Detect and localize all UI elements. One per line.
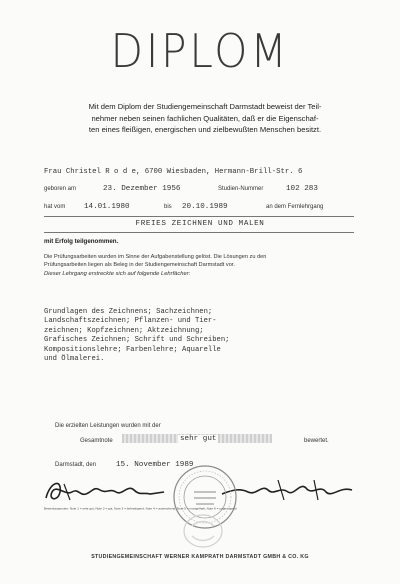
grade-value: sehr gut [180, 435, 217, 443]
grading-scale: Bewertungsnoten: Note 1 = sehr gut, Note 2 = gut, Note 3 = befriedigend, Note 4 = ausreichend, Note 5 = mangelhaft, Note 6 = ungenügend [44, 507, 237, 511]
issue-date: 15. November 1989 [116, 461, 194, 469]
watermark-seal [180, 512, 226, 550]
course-name: FREIES ZEICHNEN UND MALEN [135, 220, 265, 228]
diploma-title: DIPLOM [110, 24, 290, 78]
to-date: 20.10.1989 [182, 203, 228, 211]
issuer-footer: STUDIENGEMEINSCHAFT WERNER KAMPRATH DARMSTADT GMBH & CO. KG [91, 554, 309, 560]
intro-line: nehmer neben seinen fachlichen Qualitäten, daß er die Eigenschaf- [91, 113, 319, 123]
subject-line: Kompositionslehre; Farbenlehre; Aquarelle [44, 345, 221, 354]
results-label: Die erzielten Leistungen wurden mit der [55, 423, 161, 429]
born-label: geboren am [44, 186, 77, 192]
exam-line: Die Prüfungsarbeiten wurden im Sinne der Aufgabenstellung gelöst. Die Lösungen zu den [44, 254, 267, 260]
signature-left [40, 474, 170, 506]
recipient-name-address: Frau Christel R o d e, 6700 Wiesbaden, Hermann-Brill-Str. 6 [44, 168, 303, 176]
subjects-list [44, 308, 229, 364]
student-number-label: Studien-Nummer [218, 186, 264, 192]
course-rule-top [44, 216, 354, 217]
exam-line: Prüfungsarbeiten liegen als Beleg in der Studiengemeinschaft Darmstadt vor. [44, 262, 235, 268]
city-label: Darmstadt, den [55, 462, 97, 468]
subject-line: Landschaftszeichnen; Pflanzen- und Tier- [44, 317, 217, 326]
to-label: bis [164, 204, 172, 210]
subjects-intro: Dieser Lehrgang erstreckte sich auf folgende Lehrfächer: [44, 271, 191, 277]
from-label: hat vom [44, 204, 66, 210]
subject-line: und Ölmalerei. [44, 355, 105, 364]
intro-paragraph [40, 101, 370, 136]
intro-line: Mit dem Diplom der Studiengemeinschaft Darmstadt beweist der Teil- [88, 102, 322, 111]
subject-line: zeichnen; Kopfzeichnen; Aktzeichnung; [44, 326, 204, 335]
subject-line: Grafisches Zeichnen; Schrift und Schreiben; [44, 336, 230, 345]
birth-date: 23. Dezember 1956 [103, 185, 181, 193]
rated-label: bewertet. [304, 438, 329, 444]
subject-line: Grundlagen des Zeichnens; Sachzeichnen; [44, 308, 213, 316]
overall-grade-label: Gesamtnote [80, 438, 113, 444]
student-number: 102 283 [286, 185, 318, 193]
success-text: mit Erfolg teilgenommen. [44, 238, 119, 245]
intro-line: ten eines fleißigen, energischen und zielbewußten Menschen besitzt. [88, 125, 322, 134]
from-date: 14.01.1980 [84, 203, 130, 211]
course-rule-bottom [44, 232, 354, 233]
course-label: an dem Fernlehrgang [266, 204, 324, 210]
